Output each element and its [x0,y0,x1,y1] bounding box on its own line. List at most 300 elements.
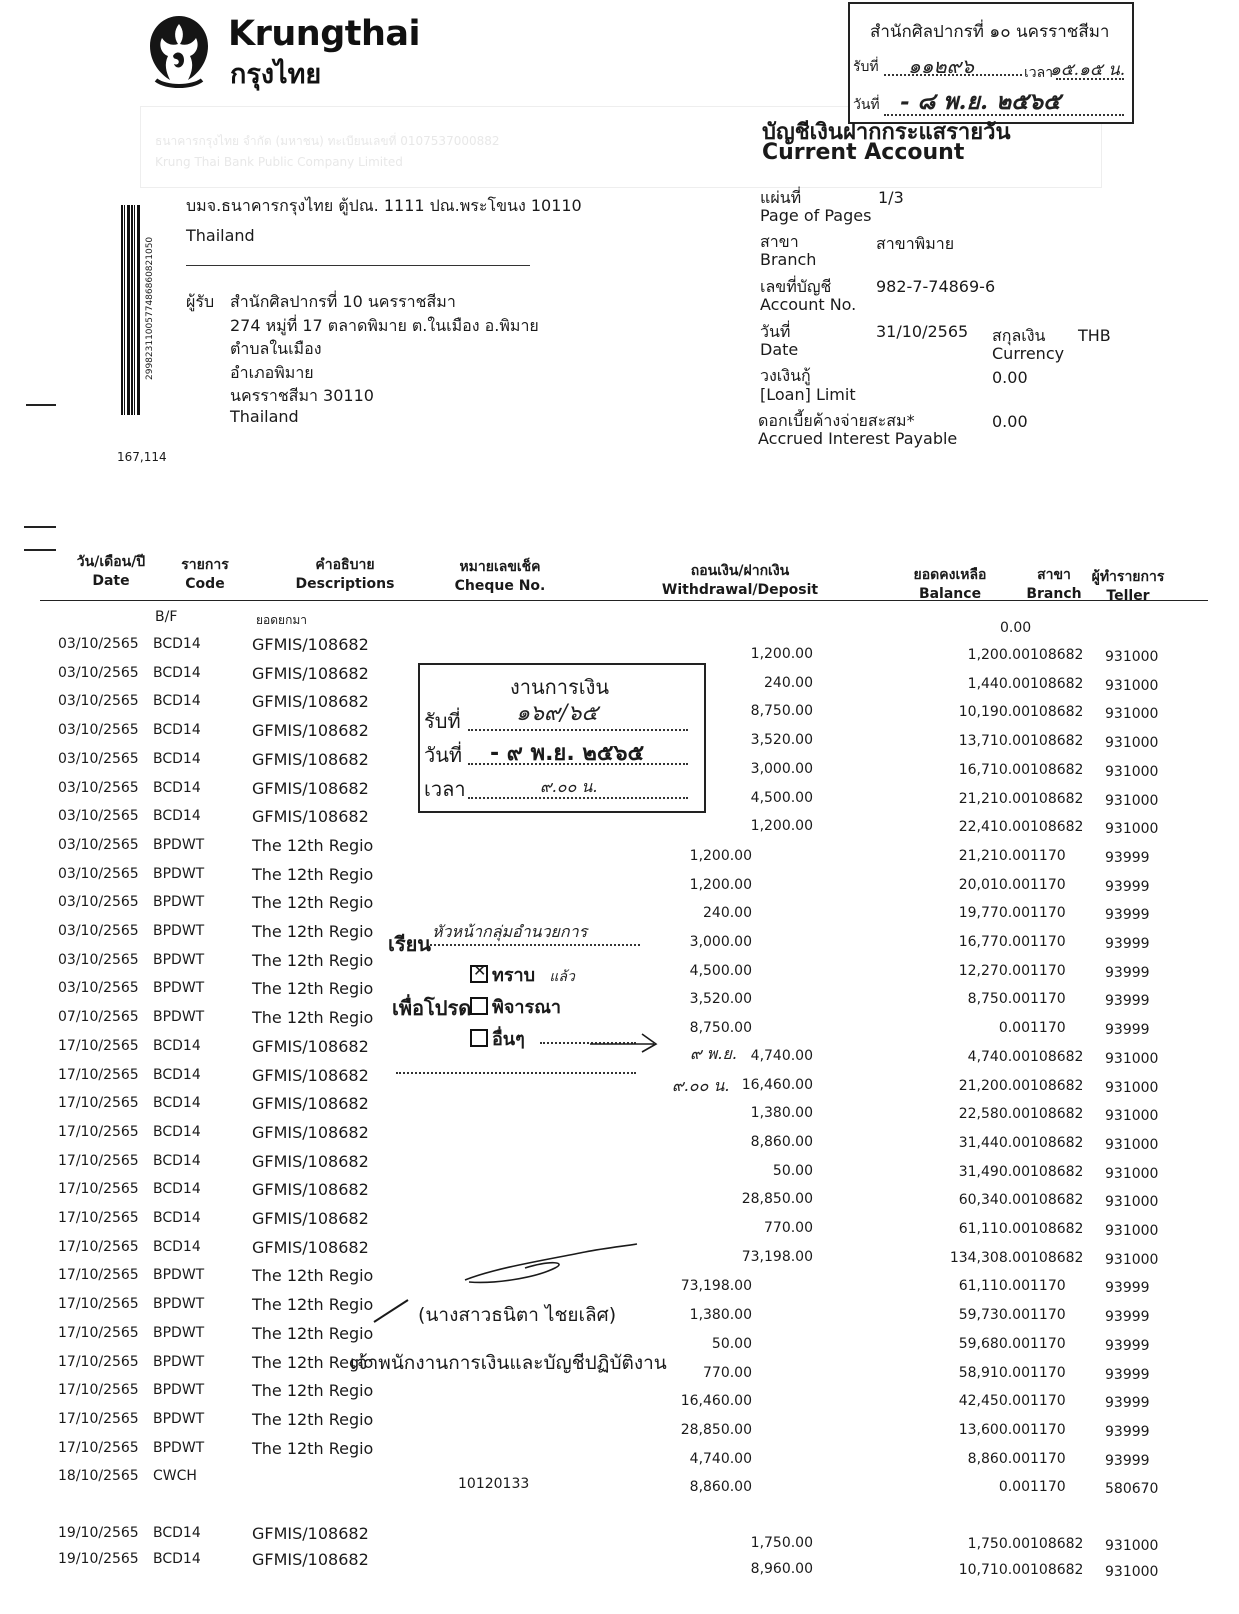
row-teller: 931000 [1105,821,1159,838]
row-code: BPDWT [153,1410,205,1427]
row-teller: 93999 [1105,849,1150,866]
row-date: 03/10/2565 [58,951,139,968]
account-no-label-en: Account No. [760,295,857,314]
col-header-cheque: หมายเลขเช็ค Cheque No. [454,559,546,594]
row-description: The 12th Regio [252,979,374,999]
row-date: 07/10/2565 [58,1009,139,1026]
table-row [0,1295,1239,1326]
row-teller: 93999 [1105,1309,1150,1326]
row-branch: 108682 [1030,1048,1084,1065]
table-row [0,1323,1239,1354]
table-row [0,864,1239,895]
row-teller: 931000 [1105,1538,1159,1554]
row-branch: 1170 [1030,1421,1066,1438]
row-withdrawal: 1,380.00 [689,1307,752,1324]
account-title-th: บัญชีเงินฝากกระแสรายวัน [762,120,1011,145]
row-code: BPDWT [153,865,205,882]
row-description: The 12th Regio [252,922,374,941]
finance-recv-label: รับที่ [424,709,461,733]
row-description: The 12th Regio [252,1323,374,1343]
row-date: 17/10/2565 [58,1181,139,1198]
account-title-en: Current Account [762,140,965,165]
stamp-date-value: - ๘ พ.ย. ๒๕๖๕ [900,88,1061,115]
row-date: 17/10/2565 [58,1152,139,1169]
table-row [0,1381,1239,1412]
statement-date-value: 31/10/2565 [876,322,969,341]
branch-value: สาขาพิมาย [876,234,955,253]
stamp-time-value: ๑๕.๑๕ น. [1050,60,1126,80]
row-date: 17/10/2565 [58,1439,139,1456]
row-description: GFMIS/108682 [252,778,369,798]
row-date: 17/10/2565 [58,1123,139,1140]
recipient-line: Thailand [230,407,299,426]
page-label-en: Page of Pages [760,206,872,225]
row-description: GFMIS/108682 [252,1237,369,1257]
row-description: The 12th Regio [252,1266,374,1286]
row-branch: 108682 [1030,1134,1084,1151]
row-branch: 108682 [1030,647,1084,663]
row-balance: 1,440.00 [967,675,1030,692]
page-value: 1/3 [878,188,904,207]
row-date: 17/10/2565 [58,1410,139,1427]
row-code: BPDWT [153,1353,205,1370]
stamp-time-label: เวลา [1024,65,1054,81]
bf-balance: 0.00 [1000,620,1032,636]
table-row [0,1438,1239,1469]
row-description: GFMIS/108682 [252,1550,369,1569]
row-date: 03/10/2565 [58,636,139,652]
watermark-line-1: ธนาคารกรุงไทย จำกัด (มหาชน) ทะเบียนเลขที่ 0107537000882 [155,134,500,148]
memo-handwritten-date: ๙ พ.ย. [690,1044,737,1063]
krungthai-bird-icon [140,10,218,90]
row-date: 17/10/2565 [58,1267,139,1284]
row-withdrawal: 4,500.00 [689,962,752,979]
row-deposit: 73,198.00 [741,1248,813,1265]
row-date: 17/10/2565 [58,1296,139,1313]
row-code: BCD14 [153,1066,201,1083]
row-description: GFMIS/108682 [252,663,369,683]
row-code: BCD14 [153,1551,201,1567]
date-label-en: Date [760,340,799,359]
sender-country: Thailand [186,226,255,245]
row-branch: 1170 [1030,962,1066,979]
row-teller: 931000 [1105,1079,1159,1096]
col-header-balance: ยอดคงเหลือ Balance [913,567,987,602]
row-branch: 108682 [1030,1192,1084,1209]
row-code: BPDWT [153,836,205,853]
row-deposit: 4,500.00 [750,789,813,806]
finance-time-label: เวลา [424,777,466,801]
row-deposit: 3,520.00 [750,732,813,749]
row-description: GFMIS/108682 [252,1524,369,1543]
row-teller: 931000 [1105,735,1159,752]
row-code: BPDWT [153,1324,205,1341]
row-branch: 108682 [1030,704,1084,721]
date-label-th: วันที่ [760,322,791,341]
col-header-withdrawal-deposit: ถอนเงิน/ฝากเงิน Withdrawal/Deposit [661,563,819,598]
row-teller: 93999 [1105,1022,1150,1039]
row-date: 17/10/2565 [58,1238,139,1255]
row-date: 03/10/2565 [58,923,139,939]
table-row [0,1209,1239,1239]
margin-mark [24,526,56,528]
handwritten-arrow [588,1026,668,1056]
page-label-th: แผ่นที่ [760,188,802,207]
interest-value: 0.00 [992,412,1028,431]
row-branch: 108682 [1030,1536,1084,1552]
sender-address: บมจ.ธนาคารกรุงไทย ตู้ปณ. 1111 ปณ.พระโขนง 10110 [186,196,582,215]
row-deposit: 1,200.00 [750,646,813,662]
row-code: BPDWT [153,1267,205,1284]
row-branch: 1170 [1030,1450,1066,1467]
branch-label-en: Branch [760,250,817,269]
header-rule [40,600,1208,601]
row-date: 19/10/2565 [58,1551,139,1567]
col-header-teller: ผู้ทำรายการ Teller [1091,569,1165,604]
row-teller: 931000 [1105,792,1159,809]
row-code: BCD14 [153,1181,201,1198]
table-row [0,1065,1239,1096]
account-no-value: 982-7-74869-6 [876,277,996,296]
row-description: GFMIS/108682 [252,1151,369,1171]
row-withdrawal: 3,520.00 [689,991,752,1008]
row-balance: 12,270.00 [958,962,1030,979]
row-code: BCD14 [153,664,201,681]
row-balance: 1,750.00 [967,1536,1030,1552]
row-teller: 931000 [1105,1251,1159,1268]
row-description: The 12th Regio [252,1409,374,1429]
table-row [0,1122,1239,1153]
row-branch: 1170 [1030,991,1066,1008]
row-code: BCD14 [153,750,201,767]
row-date: 03/10/2565 [58,693,139,710]
interest-label-th: ดอกเบี้ยค้างจ่ายสะสม* [758,411,915,430]
row-branch: 1170 [1030,1393,1066,1410]
row-balance: 4,740.00 [967,1048,1030,1065]
document-count: 167,114 [117,450,167,464]
row-balance: 21,210.00 [958,847,1030,864]
table-row [0,1409,1239,1440]
row-code: BPDWT [153,894,205,911]
memo-option-acknowledge: ✕ ทราบ แล้ว [470,960,575,989]
row-code: BPDWT [153,951,205,968]
table-row [0,1094,1239,1125]
row-withdrawal: 1,200.00 [689,847,752,864]
row-balance: 61,110.00 [958,1221,1030,1237]
office-receive-stamp [848,2,1134,124]
memo-to-value: หัวหน้ากลุ่มอำนวยการ [432,922,588,941]
row-description: The 12th Regio [252,1008,374,1028]
memo-to-label: เรียน [388,932,431,956]
recipient-line: นครราชสีมา 30110 [230,386,374,405]
signature-slash [372,1296,412,1326]
row-teller: 93999 [1105,1280,1150,1297]
account-no-label-th: เลขที่บัญชี [760,277,832,296]
row-description: GFMIS/108682 [252,721,369,741]
row-teller: 93999 [1105,1423,1150,1440]
signer-title: เจ้าพนักงานการเงินและบัญชีปฏิบัติงาน [350,1352,667,1374]
row-deposit: 1,750.00 [750,1535,813,1551]
table-row [0,1151,1239,1182]
row-balance: 10,190.00 [958,704,1030,721]
col-header-branch: สาขา Branch [1026,567,1082,602]
row-date: 17/10/2565 [58,1382,139,1399]
barcode [121,205,141,415]
bf-description: ยอดยกมา [256,613,307,627]
finance-recv-value: ๑๖๙/๖๕ [516,701,599,726]
row-branch: 1170 [1030,1479,1066,1496]
row-deposit: 3,000.00 [750,760,813,777]
row-date: 03/10/2565 [58,779,139,796]
row-withdrawal: 1,200.00 [689,876,752,893]
memo-option-other: อื่นๆ [470,1024,525,1053]
row-withdrawal: 16,460.00 [680,1393,752,1410]
row-code: BPDWT [153,1009,205,1026]
row-teller: 931000 [1105,649,1159,665]
table-row [0,1180,1239,1211]
row-code: BPDWT [153,1382,205,1399]
memo-bottom-line [396,1072,636,1074]
row-description: The 12th Regio [252,1438,374,1458]
table-row [0,1468,1239,1498]
row-branch: 108682 [1030,1106,1084,1123]
limit-label-en: [Loan] Limit [760,385,856,404]
recipient-line: อำเภอพิมาย [230,363,314,382]
recipient-label: ผู้รับ [186,292,215,311]
row-balance: 60,340.00 [958,1192,1030,1209]
row-withdrawal: 770.00 [703,1364,752,1381]
row-withdrawal: 50.00 [711,1335,752,1352]
row-balance: 13,710.00 [958,733,1030,750]
row-deposit: 4,740.00 [750,1047,813,1064]
row-description: GFMIS/108682 [252,635,369,654]
stamp-date-label: วันที่ [853,97,880,113]
row-balance: 22,410.00 [958,819,1030,836]
row-balance: 58,910.00 [958,1364,1030,1381]
row-branch: 108682 [1030,733,1084,750]
currency-label-th: สกุลเงิน [992,326,1046,345]
finance-date-value: - ๙ พ.ย. ๒๕๖๕ [490,741,645,766]
row-date: 18/10/2565 [58,1468,139,1485]
row-code: BCD14 [153,1210,201,1226]
currency-value: THB [1078,326,1111,345]
row-date: 03/10/2565 [58,808,139,825]
row-description: GFMIS/108682 [252,692,369,712]
recipient-line: สำนักศิลปากรที่ 10 นครราชสีมา [230,292,456,311]
checkbox-icon [470,997,488,1015]
row-description: The 12th Regio [252,1295,374,1315]
row-description: GFMIS/108682 [252,1094,369,1114]
row-balance: 8,860.00 [967,1450,1030,1467]
table-row [0,835,1239,866]
row-teller: 93999 [1105,993,1150,1010]
recipient-line: 274 หมู่ที่ 17 ตลาดพิมาย ต.ในเมือง อ.พิมาย [230,316,539,335]
interest-label-en: Accrued Interest Payable [758,429,958,448]
row-balance: 20,010.00 [958,876,1030,893]
row-withdrawal: 73,198.00 [680,1278,752,1295]
row-code: BCD14 [153,779,201,796]
row-branch: 1170 [1030,1020,1066,1037]
row-date: 03/10/2565 [58,750,139,767]
memo-option-consider: พิจารณา [470,992,561,1021]
row-description: The 12th Regio [252,864,374,884]
signer-name: (นางสาวธนิตา ไชยเลิศ) [418,1304,617,1326]
row-deposit: 8,960.00 [750,1561,813,1577]
handwritten-signature [455,1238,645,1288]
row-code: BCD14 [153,1238,201,1255]
row-teller: 931000 [1105,1108,1159,1125]
finance-receive-stamp [418,663,706,813]
limit-value: 0.00 [992,368,1028,387]
row-code: BCD14 [153,1037,201,1054]
row-cheque-no: 10120133 [458,1476,530,1493]
table-row [0,1524,1239,1554]
row-deposit: 50.00 [772,1162,813,1179]
table-row [0,1550,1239,1580]
finance-time-value: ๙.๐๐ น. [540,777,598,796]
finance-date-label: วันที่ [424,743,463,767]
row-balance: 21,210.00 [958,790,1030,807]
row-withdrawal: 28,850.00 [680,1421,752,1438]
row-teller: 93999 [1105,1366,1150,1383]
currency-label-en: Currency [992,344,1065,363]
row-deposit: 1,380.00 [750,1105,813,1122]
row-code: BPDWT [153,923,205,939]
row-teller: 93999 [1105,1452,1150,1469]
row-description: GFMIS/108682 [252,1180,369,1200]
row-date: 03/10/2565 [58,836,139,853]
row-code: BCD14 [153,808,201,825]
row-balance: 31,490.00 [958,1163,1030,1180]
row-description: The 12th Regio [252,835,374,855]
table-row [0,893,1239,924]
row-description: The 12th Regio [252,1381,374,1401]
row-balance: 1,200.00 [967,647,1030,663]
row-date: 17/10/2565 [58,1324,139,1341]
row-date: 17/10/2565 [58,1066,139,1083]
row-code: BCD14 [153,1123,201,1140]
row-balance: 31,440.00 [958,1134,1030,1151]
row-description: GFMIS/108682 [252,1122,369,1142]
row-branch: 1170 [1030,1335,1066,1352]
row-balance: 16,710.00 [958,761,1030,778]
margin-mark [24,549,56,551]
stamp-recv-label: รับที่ [853,59,879,75]
row-description: The 12th Regio [252,950,374,970]
row-code: BCD14 [153,636,201,652]
row-date: 03/10/2565 [58,664,139,681]
watermark-line-2: Krung Thai Bank Public Company Limited [155,155,403,169]
row-date: 17/10/2565 [58,1353,139,1370]
row-teller: 931000 [1105,1165,1159,1182]
row-code: BCD14 [153,693,201,710]
row-withdrawal: 8,750.00 [689,1020,752,1037]
row-withdrawal: 240.00 [703,905,752,922]
row-teller: 93999 [1105,1395,1150,1412]
row-teller: 93999 [1105,936,1150,952]
row-balance: 22,580.00 [958,1106,1030,1123]
row-balance: 19,770.00 [958,905,1030,922]
row-description: GFMIS/108682 [252,807,369,827]
row-date: 03/10/2565 [58,722,139,739]
row-description: GFMIS/108682 [252,1065,369,1085]
row-branch: 108682 [1030,675,1084,692]
row-withdrawal: 3,000.00 [689,934,752,950]
memo-note: แล้ว [549,969,575,985]
memo-handwritten-time: ๙.๐๐ น. [672,1076,730,1095]
row-balance: 13,600.00 [958,1421,1030,1438]
row-code: BPDWT [153,1439,205,1456]
col-header-date: วัน/เดือน/ปี Date [76,554,146,589]
row-date: 19/10/2565 [58,1525,139,1541]
row-branch: 1170 [1030,1364,1066,1381]
row-balance: 59,680.00 [958,1335,1030,1352]
bank-name-th: กรุงไทย [230,59,322,90]
row-code: BPDWT [153,1296,205,1313]
row-code: BCD14 [153,1152,201,1169]
row-deposit: 770.00 [764,1220,813,1236]
row-branch: 108682 [1030,1163,1084,1180]
barcode-number: 2998231100577486860821050 [145,236,155,380]
row-branch: 1170 [1030,1307,1066,1324]
bf-code: B/F [155,609,178,625]
row-date: 03/10/2565 [58,894,139,911]
col-header-code: รายการ Code [181,557,229,592]
row-branch: 108682 [1030,1221,1084,1237]
table-row [0,635,1239,665]
margin-mark [26,404,56,406]
row-teller: 931000 [1105,1050,1159,1067]
row-balance: 16,770.00 [958,934,1030,950]
row-deposit: 240.00 [764,674,813,691]
memo-for-label: เพื่อโปรด [392,996,472,1020]
brought-forward-row [0,609,1239,635]
row-teller: 93999 [1105,964,1150,981]
row-teller: 931000 [1105,763,1159,780]
row-code: BCD14 [153,1525,201,1541]
table-row [0,950,1239,981]
row-teller: 93999 [1105,907,1150,924]
row-teller: 580670 [1105,1481,1159,1498]
row-deposit: 28,850.00 [741,1191,813,1208]
row-code: CWCH [153,1468,197,1485]
row-branch: 108682 [1030,1249,1084,1266]
row-branch: 1170 [1030,934,1066,950]
row-teller: 931000 [1105,706,1159,723]
row-balance: 0.00 [998,1020,1030,1037]
row-balance: 42,450.00 [958,1393,1030,1410]
row-code: BCD14 [153,1095,201,1112]
row-date: 17/10/2565 [58,1095,139,1112]
row-deposit: 1,200.00 [750,818,813,835]
row-branch: 108682 [1030,1077,1084,1094]
row-teller: 93999 [1105,878,1150,895]
row-teller: 931000 [1105,1564,1159,1580]
row-code: BCD14 [153,722,201,739]
row-code: BPDWT [153,980,205,997]
row-description: GFMIS/108682 [252,1209,369,1228]
row-withdrawal: 4,740.00 [689,1450,752,1467]
row-teller: 931000 [1105,1223,1159,1239]
stamp-recv-value: ๑๑๒๙๖ [908,54,974,78]
row-balance: 0.00 [998,1479,1030,1496]
row-balance: 134,308.00 [949,1249,1030,1266]
row-branch: 1170 [1030,1278,1066,1295]
limit-label-th: วงเงินกู้ [760,366,811,385]
checkbox-icon [470,1029,488,1047]
row-teller: 931000 [1105,1136,1159,1153]
row-date: 03/10/2565 [58,980,139,997]
